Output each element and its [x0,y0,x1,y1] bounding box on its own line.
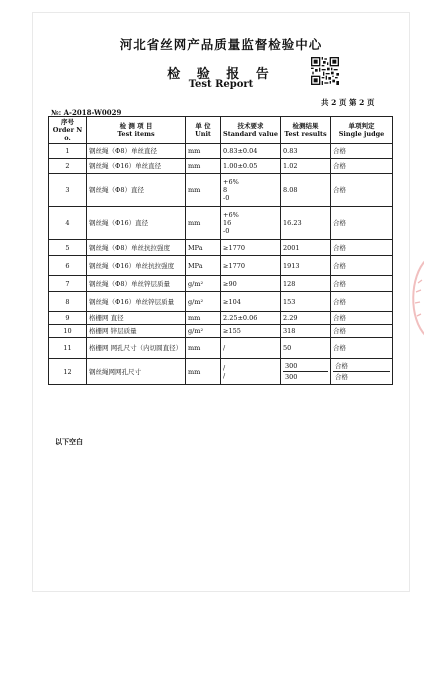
test-result-cell: 2.29 [281,312,331,325]
judge-cell: 合格 [331,174,393,207]
standard-value-line: 8 [223,186,228,195]
judge-cell: 合格 [331,292,393,312]
judge-cell: 合格 [331,240,393,256]
header-order-no: 序号 Order No. [49,117,87,144]
unit-cell: mm [186,359,221,385]
order-no-cell: 4 [49,207,87,240]
report-page [32,12,410,592]
unit-cell: mm [186,159,221,174]
seal-stamp-icon [404,258,424,338]
test-item-cell: 钢丝绳（Φ16）直径 [87,207,186,240]
table-row [49,240,393,256]
header-unit: 单 位 Unit [186,117,221,144]
test-item-cell: 格栅网 网孔尺寸（内切圆直径） [87,338,186,359]
test-result-cell-line: 300 [285,362,298,371]
table-row [49,207,393,240]
table-row [49,292,393,312]
order-no-cell: 8 [49,292,87,312]
standard-value-line: ≥90 [223,279,237,288]
unit-cell: mm [186,338,221,359]
standard-value-cell [221,338,281,359]
test-result-cell: 8.08 [281,174,331,207]
unit-cell: MPa [186,256,221,276]
test-result-cell: 1.02 [281,159,331,174]
report-number: №: A-2018-W0029 [51,108,122,117]
standard-value-line: 0.83±0.04 [223,147,258,156]
header-test-results: 检测结果 Test results [281,117,331,144]
header-test-items: 检 测 项 目 Test items [87,117,186,144]
standard-value-line: ≥155 [223,327,241,336]
header-single-judge: 单项判定 Single judge [331,117,393,144]
standard-value-line: ≥1770 [223,243,245,252]
standard-value-line: ≥104 [223,297,241,306]
test-item-cell: 钢丝绳（Φ8）直径 [87,174,186,207]
standard-value-cell [221,325,281,338]
order-no-cell: 5 [49,240,87,256]
standard-value-line: 2.25±0.06 [223,314,258,323]
order-no-cell: 1 [49,144,87,159]
test-item-cell: 格栅网 锌层质量 [87,325,186,338]
unit-cell: g/m² [186,292,221,312]
standard-value-cell [221,292,281,312]
test-item-cell: 钢丝绳（Φ16）单丝直径 [87,159,186,174]
test-result-cell: 16.23 [281,207,331,240]
order-no-cell: 6 [49,256,87,276]
judge-cell: 合格 [331,256,393,276]
test-item-cell: 钢丝绳（Φ16）单丝抗拉强度 [87,256,186,276]
order-no-cell: 10 [49,325,87,338]
table-row [49,325,393,338]
table-row [49,174,393,207]
order-no-cell: 11 [49,338,87,359]
judge-cell [331,359,393,385]
test-item-cell: 钢丝绳（Φ8）单丝直径 [87,144,186,159]
report-title-en: Test Report [188,79,254,90]
table-row [49,256,393,276]
standard-value-cell [221,174,281,207]
test-result-cell: 50 [281,338,331,359]
unit-cell: g/m² [186,276,221,292]
test-result-cell: 2001 [281,240,331,256]
test-result-cell: 1913 [281,256,331,276]
blank-below-note: 以下空白 [55,437,83,446]
test-item-cell: 钢丝绳（Φ8）单丝抗拉强度 [87,240,186,256]
standard-value-line: / [223,363,226,372]
standard-value-line: -0 [223,227,230,236]
standard-value-line: ≥1770 [223,261,245,270]
table-row [49,159,393,174]
table-row [49,338,393,359]
unit-cell: mm [186,207,221,240]
standard-value-cell [221,276,281,292]
test-item-cell: 格栅网 直径 [87,312,186,325]
qr-code-icon [311,57,339,85]
test-result-cell: 153 [281,292,331,312]
judge-cell: 合格 [331,338,393,359]
standard-value-line: 16 [223,219,232,228]
unit-cell: mm [186,174,221,207]
standard-value-cell [221,159,281,174]
standard-value-line: 1.00±0.05 [223,162,258,171]
test-result-cell-line: 300 [283,371,328,382]
table-row [49,359,393,385]
judge-cell-line: 合格 [333,371,390,382]
order-no-cell: 3 [49,174,87,207]
unit-cell: mm [186,312,221,325]
table-row [49,144,393,159]
organization-name: 河北省丝网产品质量监督检验中心 [119,37,323,52]
judge-cell: 合格 [331,207,393,240]
judge-cell: 合格 [331,144,393,159]
judge-cell-line: 合格 [335,362,348,371]
unit-cell: g/m² [186,325,221,338]
standard-value-cell [221,144,281,159]
standard-value-line: +6% [223,178,239,187]
order-no-cell: 9 [49,312,87,325]
test-result-cell: 318 [281,325,331,338]
standard-value-cell [221,359,281,385]
test-result-cell: 0.83 [281,144,331,159]
standard-value-cell [221,207,281,240]
order-no-cell: 12 [49,359,87,385]
unit-cell: MPa [186,240,221,256]
judge-cell: 合格 [331,312,393,325]
standard-value-cell [221,312,281,325]
order-no-cell: 2 [49,159,87,174]
page-info: 共 2 页 第 2 页 [321,98,375,107]
standard-value-line: -0 [223,194,230,203]
judge-cell: 合格 [331,325,393,338]
unit-cell: mm [186,144,221,159]
standard-value-cell [221,256,281,276]
standard-value-line: +6% [223,211,239,220]
test-item-cell: 钢丝绳（Φ16）单丝锌层质量 [87,292,186,312]
standard-value-line: / [223,371,226,380]
test-results-table [48,116,393,385]
standard-value-line: / [223,344,226,353]
judge-cell: 合格 [331,159,393,174]
report-title-cn: 检 验 报 告 [167,67,275,82]
judge-cell: 合格 [331,276,393,292]
test-result-cell [281,359,331,385]
table-row [49,312,393,325]
header-standard-value: 技术要求 Standard value [221,117,281,144]
test-result-cell: 128 [281,276,331,292]
standard-value-cell [221,240,281,256]
test-item-cell: 钢丝绳网网孔尺寸 [87,359,186,385]
test-item-cell: 钢丝绳（Φ8）单丝锌层质量 [87,276,186,292]
order-no-cell: 7 [49,276,87,292]
table-header-row [49,117,393,144]
table-row [49,276,393,292]
